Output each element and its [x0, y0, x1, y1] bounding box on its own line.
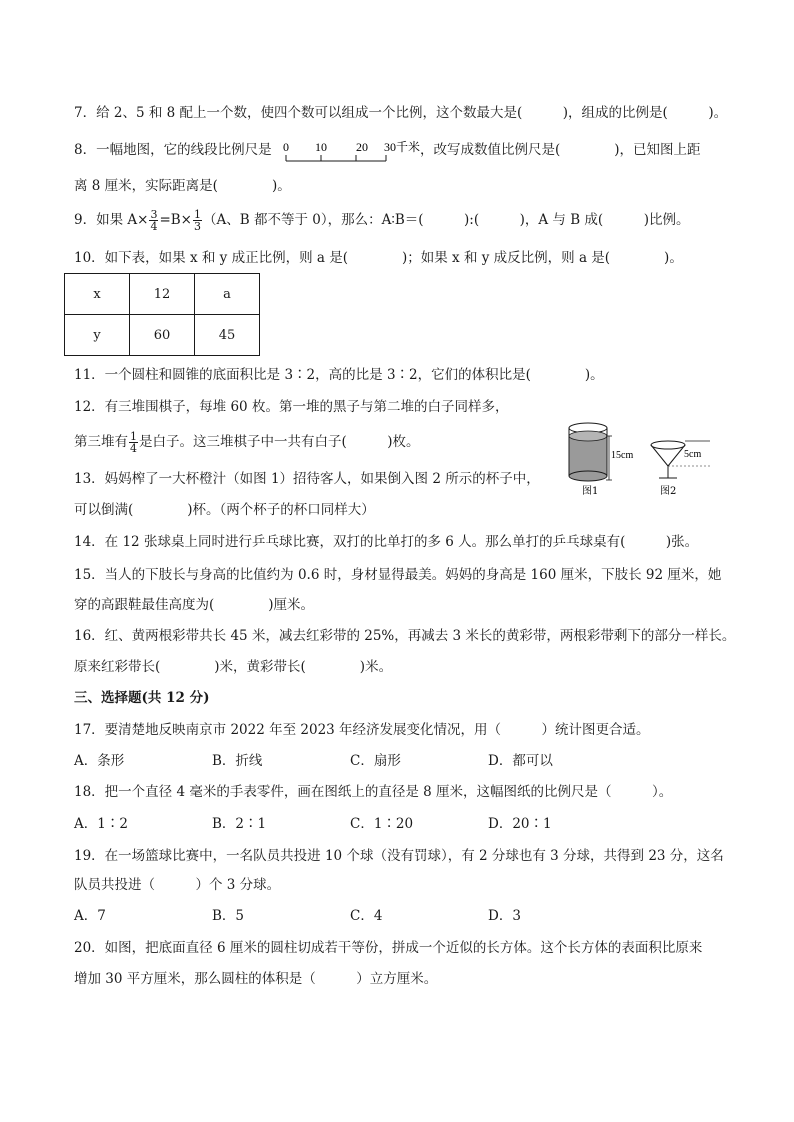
q17-option-c[interactable]: C．扇形	[350, 753, 401, 769]
table-cell: 60	[130, 315, 195, 356]
fraction-numerator: 1	[130, 430, 137, 443]
q18-option-d[interactable]: D．20∶1	[488, 816, 552, 832]
question-12-text-a: 第三堆有	[74, 434, 128, 450]
question-20-line2: 增加 30 平方厘米，那么圆柱的体积是（ ）立方厘米。	[74, 971, 438, 987]
table-cell: 45	[195, 315, 260, 356]
fraction-numerator: 1	[194, 208, 201, 221]
question-9-text-c: （A、B 都不等于 0），那么：A∶B＝( ):( )，A 与 B 成( )比例。	[203, 212, 690, 228]
figure1-height-label: 15cm	[611, 450, 634, 461]
question-18: 18．把一个直径 4 毫米的手表零件，画在图纸上的直径是 8 厘米，这幅图纸的比例尺是（ ）。	[74, 784, 673, 800]
q18-option-b[interactable]: B．2∶1	[212, 816, 267, 832]
q19-option-c[interactable]: C．4	[350, 908, 383, 924]
q18-option-c[interactable]: C．1∶20	[350, 816, 414, 832]
question-8-line2: 离 8 厘米，实际距离是( )。	[74, 178, 291, 194]
question-9-text-b: =B×	[159, 212, 192, 228]
q17-option-a[interactable]: A．条形	[74, 753, 125, 769]
question-20-line1: 20．如图，把底面直径 6 厘米的圆柱切成若干等份，拼成一个近似的长方体。这个长方体的表面积比原来	[74, 940, 703, 956]
q19-option-b[interactable]: B．5	[212, 908, 245, 924]
question-11: 11．一个圆柱和圆锥的底面积比是 3∶2，高的比是 3∶2，它们的体积比是( )。	[74, 367, 604, 383]
question-13-line1: 13．妈妈榨了一大杯橙汁（如图 1）招待客人，如果倒入图 2 所示的杯子中，	[74, 471, 540, 487]
q17-option-b[interactable]: B．折线	[212, 753, 263, 769]
table-row	[65, 315, 260, 356]
scale-tick-label-10: 10	[315, 140, 327, 154]
question-19-line2: 队员共投进（ ）个 3 分球。	[74, 877, 281, 893]
table-cell: a	[195, 274, 260, 315]
question-16-line2: 原来红彩带长( )米，黄彩带长( )米。	[74, 659, 393, 675]
question-8-line1-rest: ，改写成数值比例尺是( )，已知图上距	[420, 142, 701, 158]
question-19-line1: 19．在一场篮球比赛中，一名队员共投进 10 个球（没有罚球），有 2 分球也有 3 分球，共得到 23 分，这名	[74, 848, 724, 864]
fraction-denominator: 4	[130, 442, 137, 455]
figure2-caption: 图2	[660, 486, 677, 497]
question-8-line1	[74, 141, 272, 159]
fraction-denominator: 4	[150, 220, 158, 233]
scale-tick-label-30: 30千米	[383, 140, 421, 154]
question-13-line2: 可以倒满( )杯。（两个杯子的杯口同样大）	[74, 502, 375, 518]
question-9	[74, 209, 689, 232]
table-row	[65, 274, 260, 315]
q19-option-a[interactable]: A．7	[74, 908, 106, 924]
question-15-line2: 穿的高跟鞋最佳高度为( )厘米。	[74, 597, 315, 613]
q18-option-a[interactable]: A．1∶2	[74, 816, 128, 832]
question-12-line2	[74, 431, 420, 454]
section-3-title: 三、选择题(共 12 分)	[74, 690, 210, 706]
question-15-line1: 15．当人的下肢长与身高的比值约为 0.6 时，身材显得最美。妈妈的身高是 160 厘米，下肢长 92 厘米，她	[74, 567, 722, 583]
scale-tick-label-0: 0	[283, 140, 289, 154]
table-cell: y	[65, 315, 130, 356]
question-14: 14．在 12 张球桌上同时进行乒乓球比赛，双打的比单打的多 6 人。那么单打的乒乓球桌有( )张。	[74, 534, 699, 550]
question-8-part1: 8．一幅地图，它的线段比例尺是	[74, 142, 272, 158]
fraction-3-4	[149, 209, 158, 232]
cylinder-cup-icon	[569, 423, 612, 481]
cups-figure	[560, 418, 720, 500]
fraction-1-3	[193, 209, 202, 232]
question-12-line1: 12．有三堆围棋子，每堆 60 枚。第一堆的黑子与第二堆的白子同样多，	[74, 399, 509, 415]
question-9-text-a: 9．如果 A×	[74, 212, 149, 228]
question-12-text-b: 是白子。这三堆棋子中一共有白子( )枚。	[139, 434, 420, 450]
fraction-denominator: 3	[194, 220, 201, 233]
q17-option-d[interactable]: D．都可以	[488, 753, 553, 769]
question-16-line1: 16．红、黄两根彩带共长 45 米，减去红彩带的 25%，再减去 3 米长的黄彩带，两根彩带剩下的部分一样长。	[74, 628, 736, 644]
figure1-caption: 图1	[582, 486, 599, 497]
fraction-numerator: 3	[150, 208, 158, 221]
line-scale-bar	[276, 139, 436, 165]
q19-option-d[interactable]: D．3	[488, 908, 521, 924]
table-cell: x	[65, 274, 130, 315]
scale-tick-label-20: 20	[356, 140, 368, 154]
figure2-height-label: 5cm	[684, 449, 702, 460]
question-10: 10．如下表，如果 x 和 y 成正比例，则 a 是( )；如果 x 和 y 成反比例，则 a 是( )。	[74, 250, 683, 266]
xy-table	[64, 273, 260, 356]
question-7: 7．给 2、5 和 8 配上一个数，使四个数可以组成一个比例，这个数最大是( )，组成的比例是( )。	[74, 105, 728, 121]
table-cell: 12	[130, 274, 195, 315]
fraction-1-4	[129, 431, 138, 454]
question-17: 17．要清楚地反映南京市 2022 年至 2023 年经济发展变化情况，用（ ）统计图更合适。	[74, 722, 650, 738]
